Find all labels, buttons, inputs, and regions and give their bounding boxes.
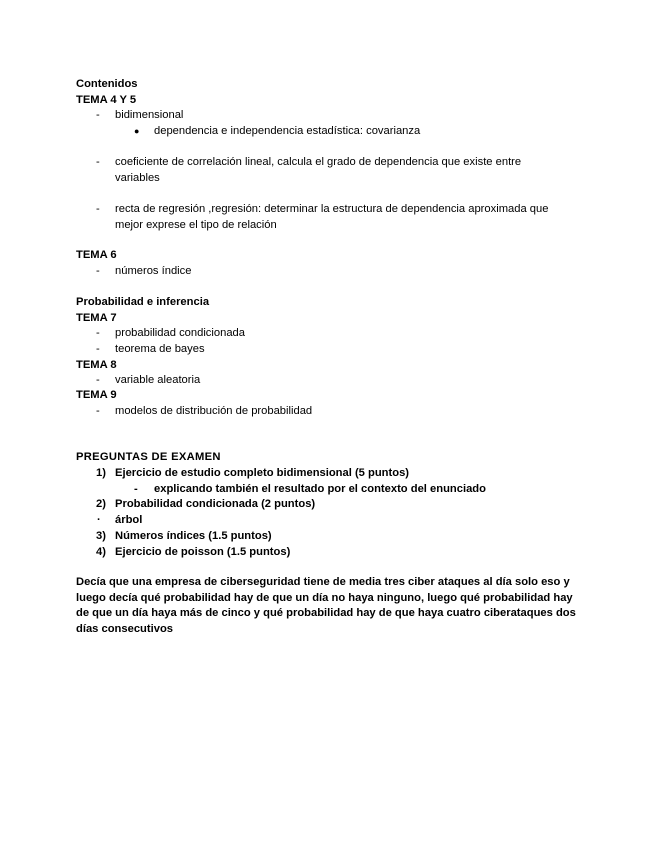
question-1: Ejercicio de estudio completo bidimensional (5 puntos) xyxy=(115,467,410,479)
tema-6-title: TEMA 6 xyxy=(76,249,117,261)
list-item-bayes: teorema de bayes xyxy=(115,343,205,355)
dash-marker: - xyxy=(134,483,138,495)
question-number: 1) xyxy=(96,467,106,479)
list-item-bidimensional: bidimensional xyxy=(115,109,184,121)
exam-heading: PREGUNTAS DE EXAMEN xyxy=(76,451,221,463)
question-4: Ejercicio de poisson (1.5 puntos) xyxy=(115,546,291,558)
question-3: Números índices (1.5 puntos) xyxy=(115,530,272,542)
dash-marker: - xyxy=(96,405,100,417)
dot-marker: · xyxy=(97,514,101,526)
dash-marker: - xyxy=(96,343,100,355)
contents-heading: Contenidos xyxy=(76,78,138,90)
sub-item-covarianza: dependencia e independencia estadística: covarianza xyxy=(154,125,421,137)
dash-marker: - xyxy=(96,265,100,277)
list-item-regresion: recta de regresión ,regresión: determinar la estructura de dependencia aproximada que mejor exprese el tipo de relación xyxy=(115,203,549,231)
dash-marker: - xyxy=(96,109,100,121)
bullet-marker: ● xyxy=(134,126,140,136)
tema-7-title: TEMA 7 xyxy=(76,312,117,324)
dash-marker: - xyxy=(96,156,100,168)
list-item-modelos: modelos de distribución de probabilidad xyxy=(115,405,313,417)
question-number: 4) xyxy=(96,546,106,558)
question-number: 2) xyxy=(96,498,106,510)
list-item-prob-condicionada: probabilidad condicionada xyxy=(115,327,246,339)
dash-marker: - xyxy=(96,374,100,386)
tema-9-title: TEMA 9 xyxy=(76,389,117,401)
dash-marker: - xyxy=(96,327,100,339)
list-item-variable-aleatoria: variable aleatoria xyxy=(115,374,201,386)
question-2-subitem: árbol xyxy=(115,514,143,526)
closing-paragraph: Decía que una empresa de ciberseguridad tiene de media tres ciber ataques al día solo eso y luego decía qué probabilidad hay de que un día no haya ninguno, luego qué probabilidad hay de que un día haya más de cinco y qué probabilidad hay de que haya cuatro ciberataques dos días consecutivos xyxy=(76,576,576,635)
tema-8-title: TEMA 8 xyxy=(76,359,117,371)
list-item-numeros-indice: números índice xyxy=(115,265,192,277)
question-2: Probabilidad condicionada (2 puntos) xyxy=(115,498,316,510)
dash-marker: - xyxy=(96,203,100,215)
tema-4-5-title: TEMA 4 Y 5 xyxy=(76,94,137,106)
probabilidad-heading: Probabilidad e inferencia xyxy=(76,296,210,308)
question-number: 3) xyxy=(96,530,106,542)
question-1-subitem: explicando también el resultado por el contexto del enunciado xyxy=(154,483,486,495)
list-item-correlacion: coeficiente de correlación lineal, calcula el grado de dependencia que existe entre variables xyxy=(115,156,522,184)
